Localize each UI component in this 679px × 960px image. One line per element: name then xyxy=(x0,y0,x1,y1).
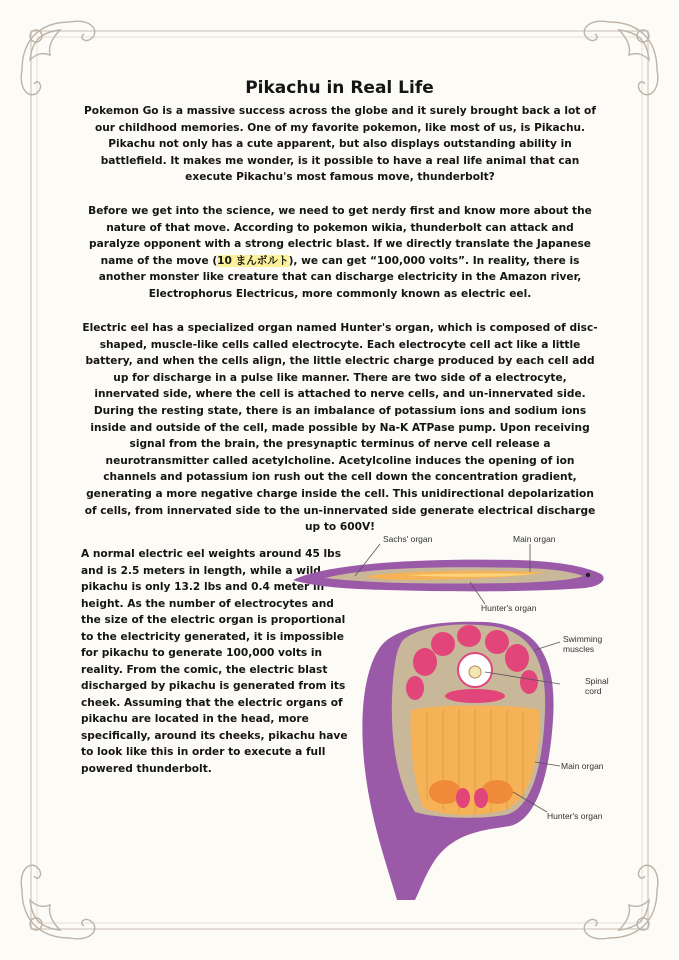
eel-cross-section xyxy=(362,622,560,900)
spinal-cord-label-2: cord xyxy=(585,686,602,696)
eel-side-view xyxy=(293,544,604,604)
sachs-organ-label: Sachs' organ xyxy=(383,534,433,544)
eel-anatomy-figure xyxy=(285,530,625,900)
hunters-organ-paragraph: Electric eel has a specialized organ named Hunter's organ, which is composed of disc-shaped, muscle-like cells called electrocyte. Each electrocyte cell act like a little battery, and when the cells align, the little electric charge produced by each cell add up for discharge in a pulse like manner. There are two side of a electrocyte, innervated side, where the cell is attached to nerve cells, and un-innervated side. During the resting state, there is an imbalance of potassium ions and sodium ions inside and outside of the cell, made possible by Na-K ATPase pump. Upon receiving signal from the brain, the presynaptic terminus of nerve cell release a neurotransmitter called acetylcholine. Acetylcoline induces the opening of ion channels and potassium ion rush out the cell down the concentration gradient, generating a more negative charge inside the cell. This unidirectional depolarization of cells, from innervated side to the un-innervated side generate electrical discharge up to 600V! xyxy=(82,322,598,534)
swimming-muscles-label-2: muscles xyxy=(563,644,595,654)
intro-paragraph: Pokemon Go is a massive success across the globe and it surely brought back a lot of our childhood memories. One of my favorite pokemon, like most of us, is Pikachu. Pikachu not only has a cute apparent, but also displays outstanding ability in battlefield. It makes me wonder, is it possible to have a real life animal that can execute Pikachu's most famous move, thunderbolt? xyxy=(84,105,596,184)
hunters-organ-label-top: Hunter's organ xyxy=(481,603,537,613)
page-title: Pikachu in Real Life xyxy=(245,78,434,98)
main-organ-label-cross: Main organ xyxy=(561,761,604,771)
thunderbolt-text-end: ), we can get “100,000 volts”. In reality, there is another monster like creature that can discharge electricity in the Amazon river, Electrophorus Electricus, more commonly known as electric eel. xyxy=(98,254,582,300)
thunderbolt-text-start: Before we get into the science, we need to get nerdy first and know more about the nature of that move. According to pokemon wikia, thunderbolt can attack and paralyze opponent with a strong electric blast. If we directly translate the Japanese name of the move ( xyxy=(88,205,592,267)
main-organ-label-top: Main organ xyxy=(513,534,556,544)
comparison-paragraph: A normal electric eel weights around 45 lbs and is 2.5 meters in length, while a wild pikachu is only 13.2 lbs and 0.4 meter in height. As the number of electrocytes and the size of the electric organ is proportional to the electricity generated, it is impossible for pikachu to generate 100,000 volts in reality. From the comic, the electric blast discharged by pikachu is generated from its cheek. Assuming that the electric organs of pikachu are located in the head, more specifically, around its cheeks, pikachu have to look like this in order to execute a full powered thunderbolt. xyxy=(81,548,348,775)
japanese-move-name: 10 まんボルト xyxy=(217,254,289,267)
hunters-organ-label-cross: Hunter's organ xyxy=(547,811,603,821)
thunderbolt-paragraph xyxy=(80,203,600,303)
swimming-muscles-label-1: Swimming xyxy=(563,634,603,644)
spinal-cord-label-1: Spinal xyxy=(585,676,609,686)
